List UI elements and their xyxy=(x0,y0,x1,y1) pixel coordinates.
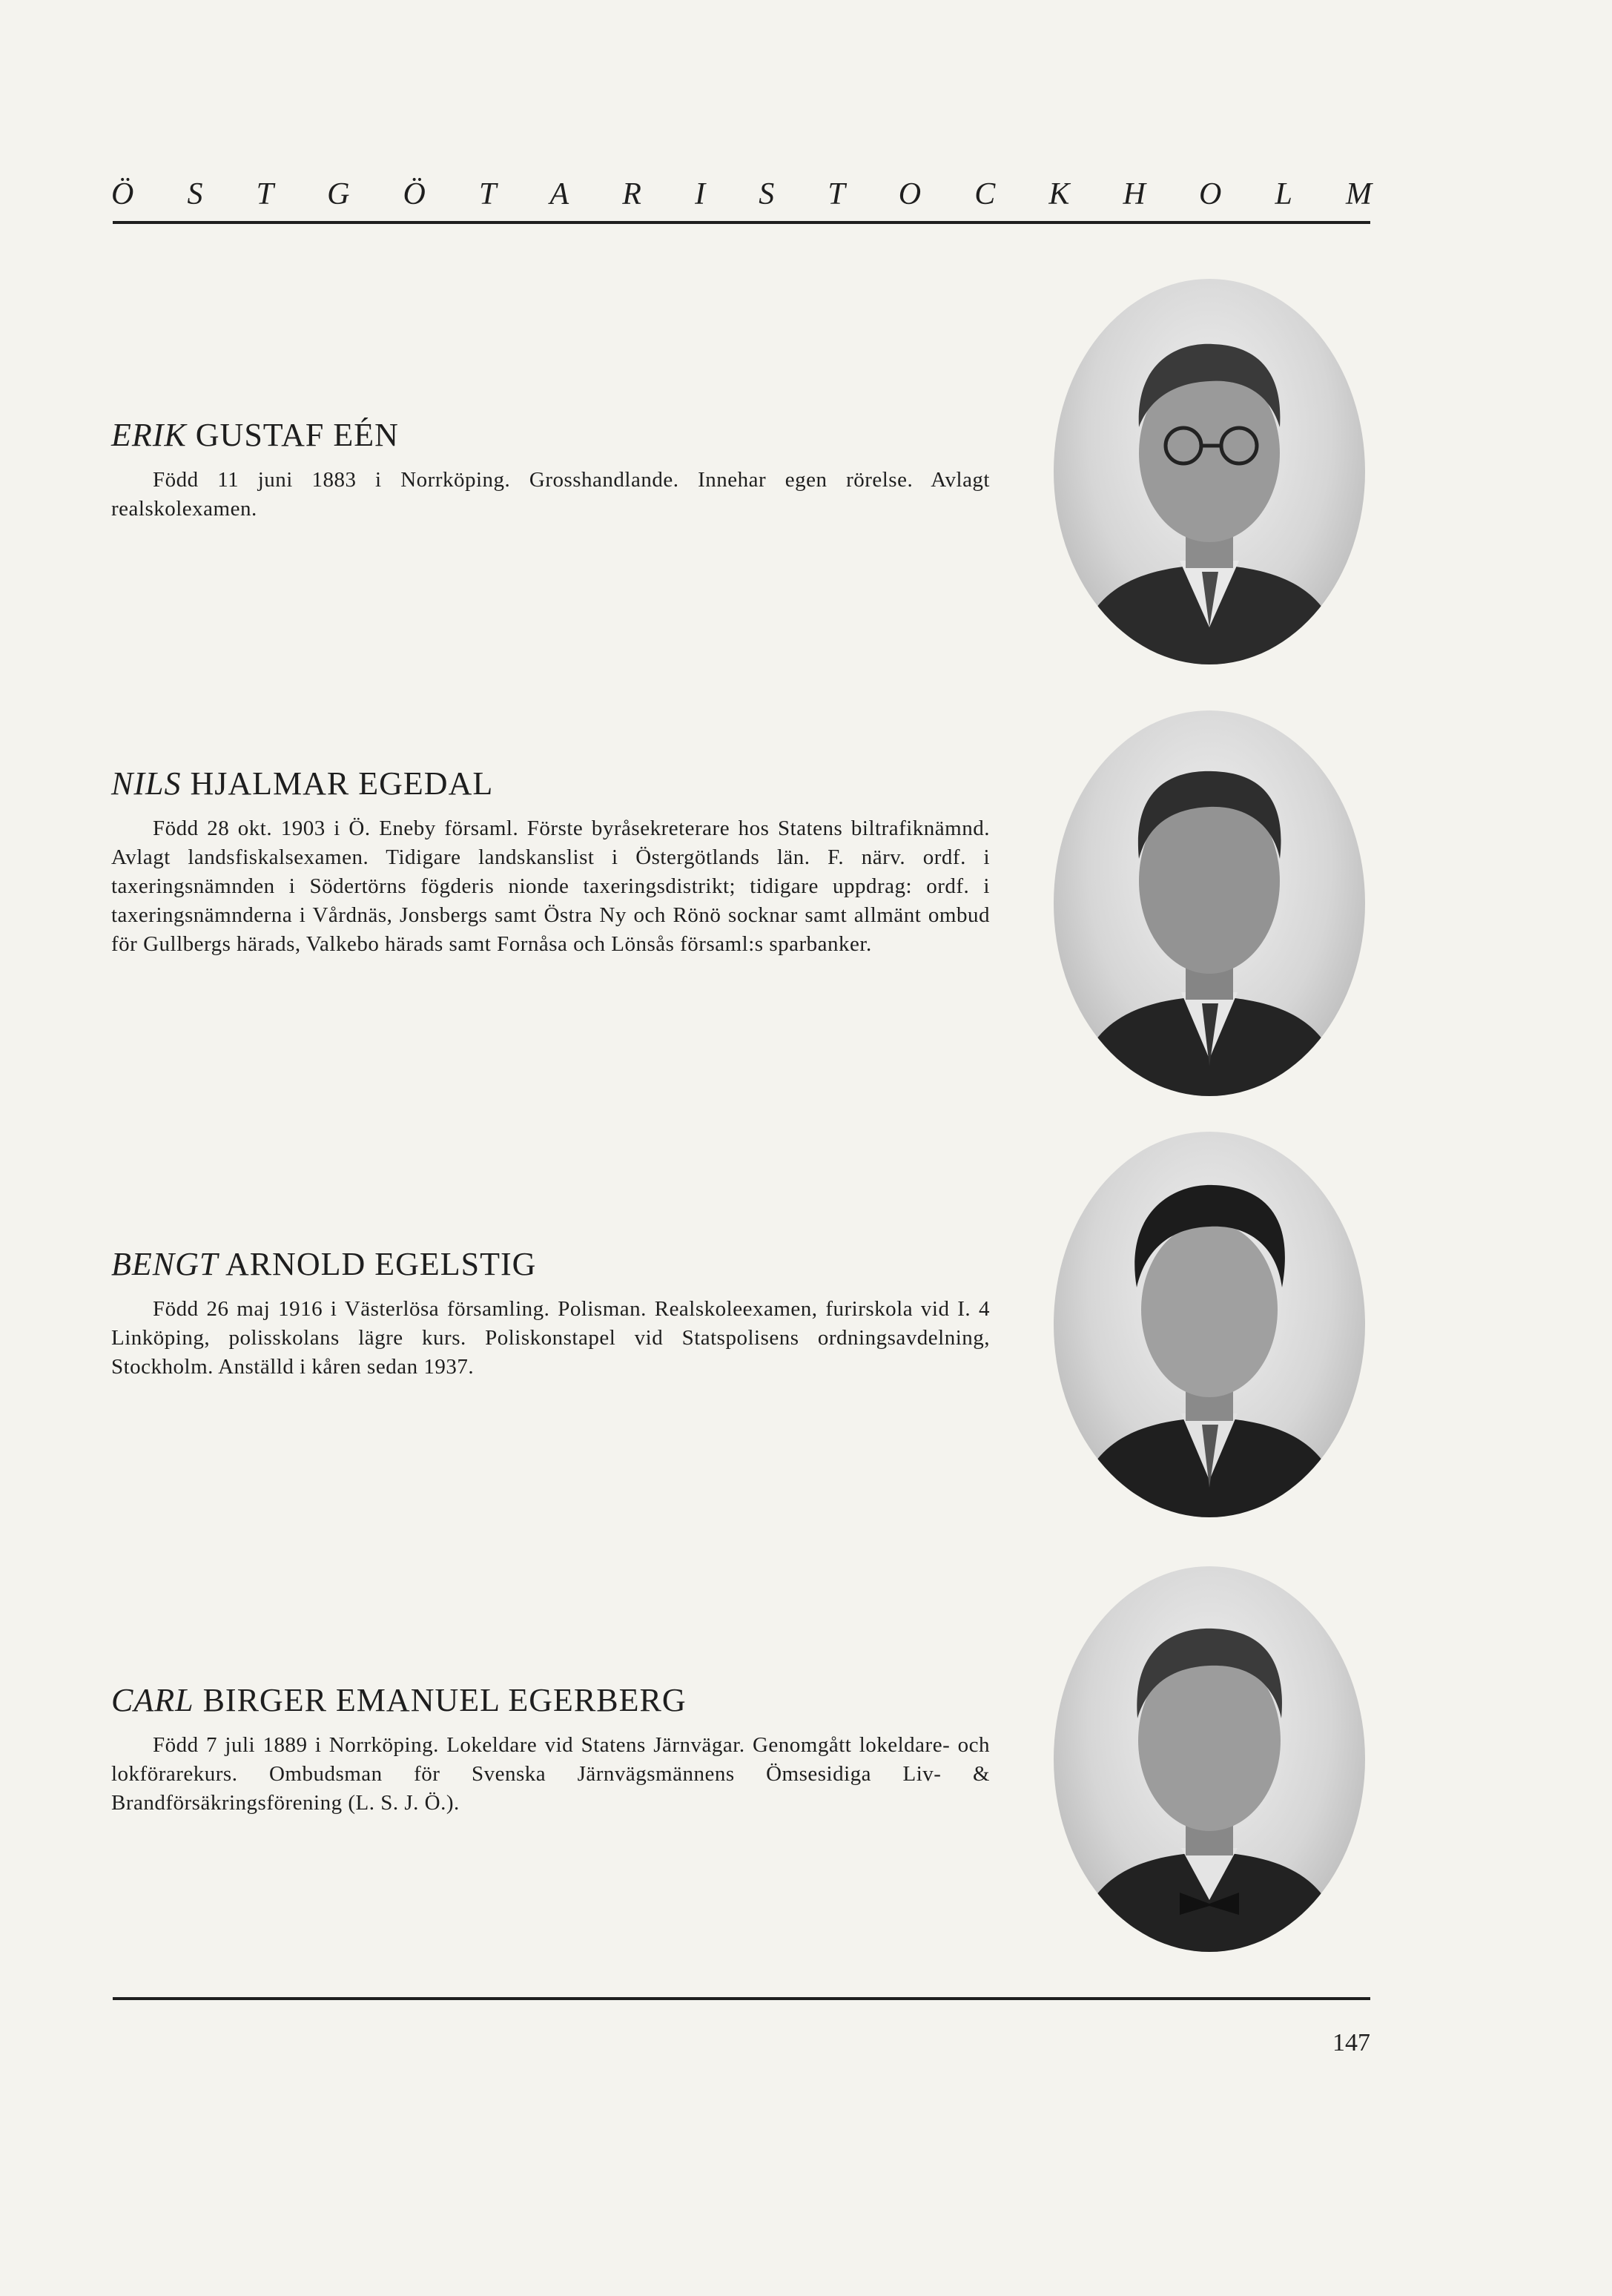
first-name: BENGT xyxy=(111,1246,219,1282)
header-letter: M xyxy=(1345,177,1372,211)
header-letter: H xyxy=(1123,177,1146,211)
header-letter: Ö xyxy=(111,177,134,211)
portrait-photo xyxy=(1054,1132,1365,1517)
person-name xyxy=(111,764,990,804)
header-letter: G xyxy=(327,177,350,211)
header-letter: L xyxy=(1275,177,1292,211)
biography-text: Född 11 juni 1883 i Norrköping. Grosshandlande. Innehar egen rörelse. Avlagt realskolexamen. xyxy=(111,468,990,521)
portrait-photo xyxy=(1054,710,1365,1096)
header-letter: A xyxy=(549,177,569,211)
biography-entry xyxy=(111,1244,990,1382)
header-letter: I xyxy=(695,177,706,211)
portrait-photo xyxy=(1054,279,1365,664)
biography-entry xyxy=(111,415,990,524)
biography-entry xyxy=(111,764,990,959)
portrait-silhouette xyxy=(1054,1566,1365,1952)
person-name xyxy=(111,1680,990,1721)
biography-text: Född 26 maj 1916 i Västerlösa församling. Polisman. Realskoleexamen, furirskola vid I. 4 Linköping, polisskolans lägre kurs. Poliskonstapel vid Statspolisens ordningsavdelning, Stockholm. Anställd i kåren sedan 1937. xyxy=(111,1297,990,1379)
header-letter: O xyxy=(1199,177,1222,211)
portrait-silhouette xyxy=(1054,710,1365,1096)
header-letter: S xyxy=(759,177,775,211)
biography-text: Född 7 juli 1889 i Norrköping. Lokeldare vid Statens Järnvägar. Genomgått lokeldare- och lokförarekurs. Ombudsman för Svenska Järnvägsmännens Ömsesidiga Liv- & Brandförsäkringsförening (L. S. J. Ö.). xyxy=(111,1733,990,1815)
header-letter: Ö xyxy=(403,177,426,211)
header-letter: K xyxy=(1048,177,1070,211)
biography-entry xyxy=(111,1680,990,1818)
header-letter: T xyxy=(256,177,274,211)
person-name xyxy=(111,1244,990,1284)
header-letter: O xyxy=(898,177,922,211)
header-letter: T xyxy=(479,177,497,211)
person-name xyxy=(111,415,990,455)
portrait-photo xyxy=(1054,1566,1365,1952)
first-name: ERIK xyxy=(111,417,187,453)
header-letter: R xyxy=(622,177,641,211)
surname: ARNOLD EGELSTIG xyxy=(225,1246,537,1282)
first-name: NILS xyxy=(111,765,182,802)
surname: GUSTAF EÉN xyxy=(195,417,399,453)
first-name: CARL xyxy=(111,1682,194,1718)
surname: BIRGER EMANUEL EGERBERG xyxy=(202,1682,687,1718)
page-number: 147 xyxy=(1332,2029,1370,2056)
header-letter: C xyxy=(974,177,996,211)
header-letter: S xyxy=(187,177,203,211)
surname: HJALMAR EGEDAL xyxy=(190,765,494,802)
biography-text: Född 28 okt. 1903 i Ö. Eneby församl. Förste byråsekreterare hos Statens biltrafiknämnd. Avlagt landsfiskalsexamen. Tidigare landskanslist i Östergötlands län. F. närv. ordf. i taxeringsnämnden i Södertörns fögderis nionde taxeringsdistrikt; tidigare uppdrag: ordf. i taxeringsnämnderna i Vårdnäs, Jonsbergs samt Östra Ny och Rönö socknar samt allmänt ombud för Gullbergs härads, Valkebo härads samt Fornåsa och Lönsås församl:s sparbanker. xyxy=(111,817,990,956)
portrait-silhouette xyxy=(1054,1132,1365,1517)
header-letter: T xyxy=(828,177,845,211)
running-header xyxy=(111,172,1372,217)
portrait-silhouette xyxy=(1054,279,1365,664)
header-rule xyxy=(113,221,1370,224)
footer-rule xyxy=(113,1997,1370,2000)
